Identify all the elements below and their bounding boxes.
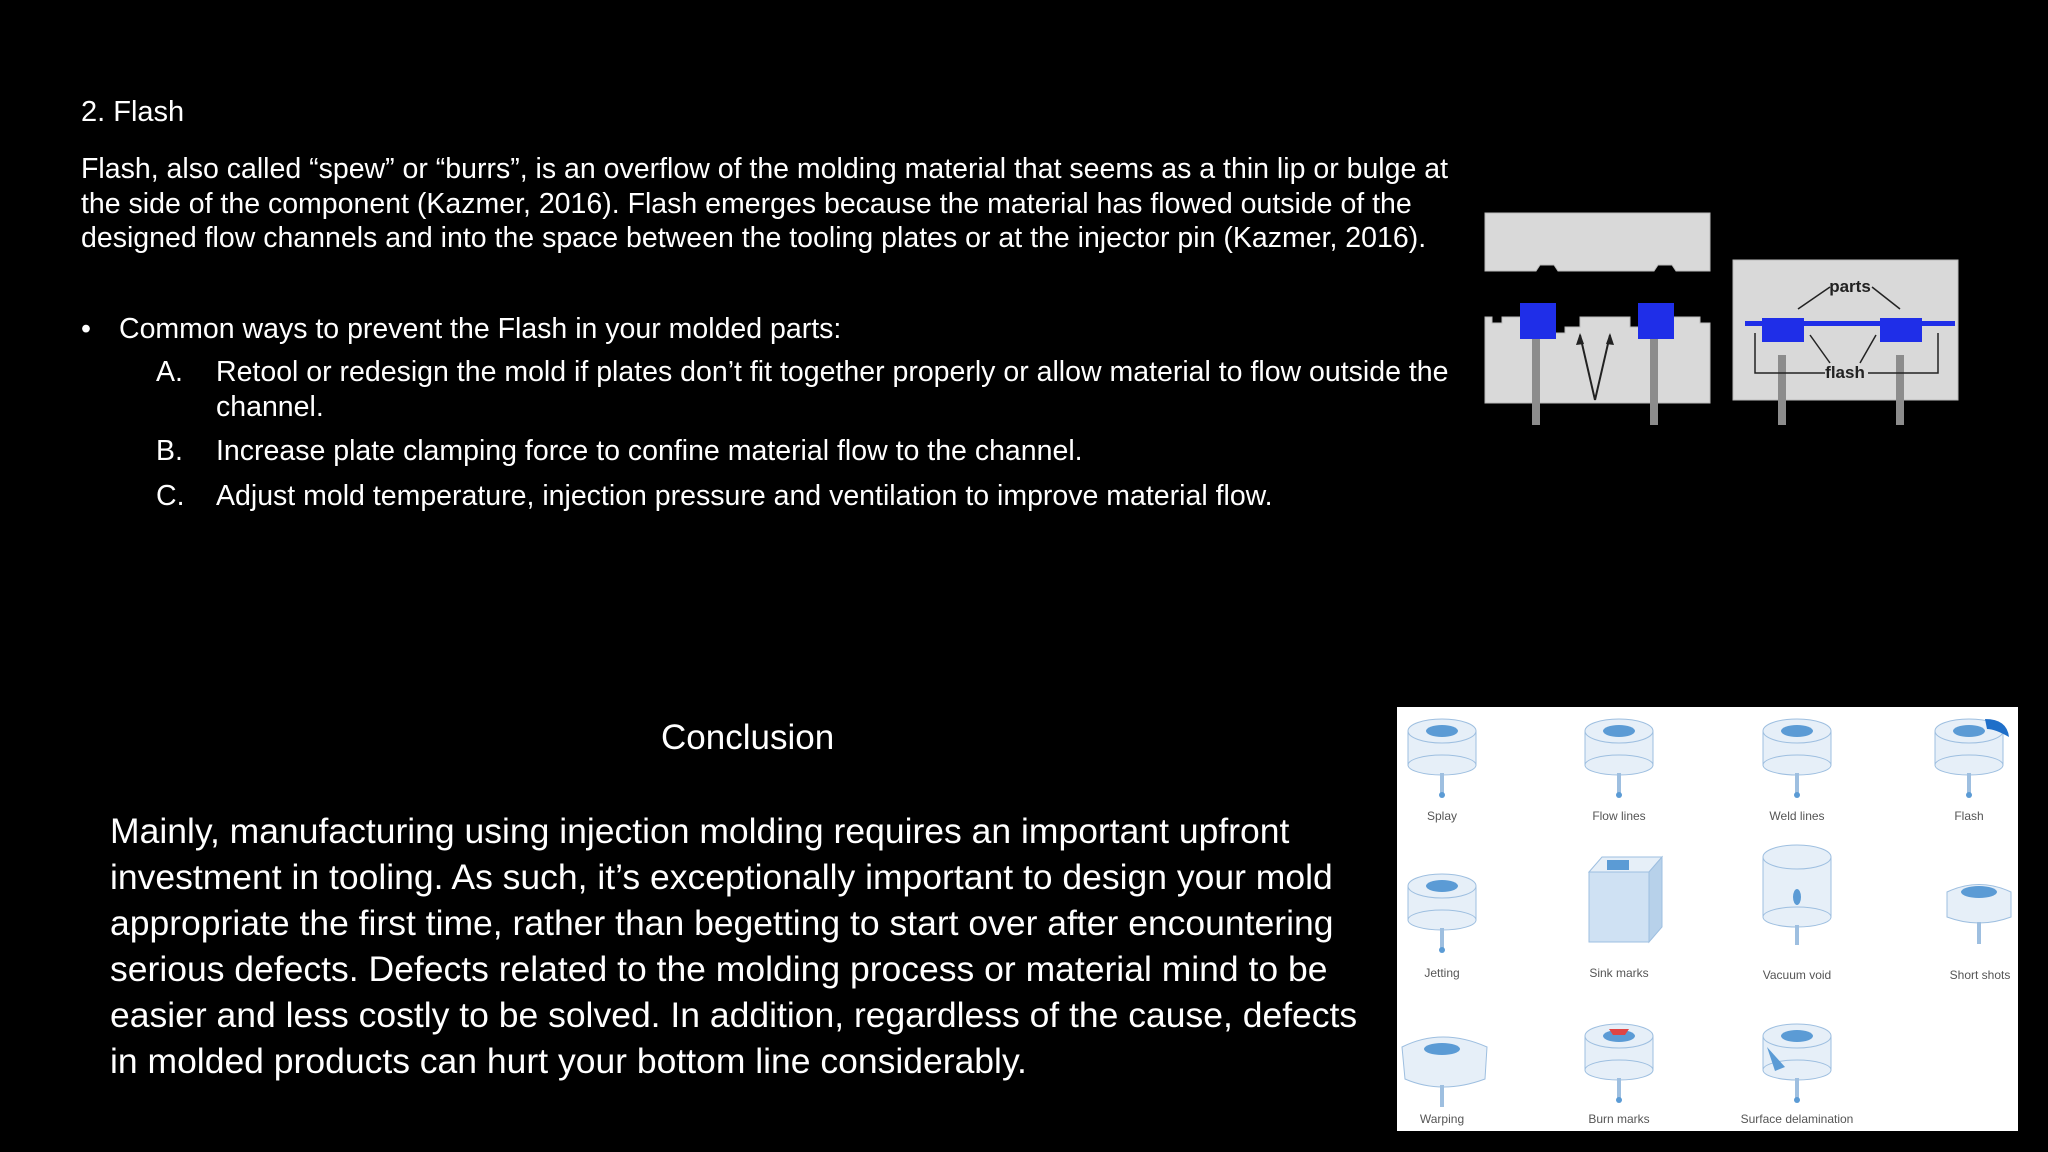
defect-label: Jetting — [1424, 966, 1460, 980]
splay-illustration — [1408, 719, 1476, 798]
conclusion-title: Conclusion — [661, 718, 835, 757]
molded-part — [1520, 303, 1556, 339]
defect-label: Flash — [1954, 809, 1984, 823]
flash-label: flash — [1825, 363, 1865, 382]
sink-marks-illustration — [1589, 857, 1662, 942]
flow-lines-illustration — [1585, 719, 1653, 798]
vacuum-void-illustration — [1763, 845, 1831, 945]
defects-illustration — [1397, 707, 2018, 1131]
list-item — [156, 479, 1476, 514]
molded-part — [1638, 303, 1674, 339]
ejector-pin — [1778, 355, 1786, 425]
bullet-text: Common ways to prevent the Flash in your molded parts: — [119, 313, 842, 345]
ejector-pin — [1896, 355, 1904, 425]
defect-label: Sink marks — [1589, 966, 1649, 980]
prevention-list — [156, 355, 1476, 523]
flash-defect-illustration — [1935, 719, 2003, 798]
defect-label: Burn marks — [1588, 1112, 1650, 1126]
weld-lines-illustration — [1763, 719, 1831, 798]
short-shots-illustration — [1947, 885, 2011, 945]
list-item — [156, 434, 1476, 469]
flash-heading: 2. Flash — [81, 96, 185, 128]
list-item — [156, 355, 1476, 424]
burn-marks-illustration — [1585, 1024, 1653, 1103]
item-letter: A. — [156, 356, 183, 388]
defect-label: Surface delamination — [1740, 1112, 1854, 1126]
defect-label: Warping — [1419, 1112, 1465, 1126]
item-text: Adjust mold temperature, injection pressure and ventilation to improve material flow. — [216, 479, 1273, 512]
flash-mold-diagram — [1480, 205, 1960, 440]
item-text: Retool or redesign the mold if plates don’t fit together properly or allow material to flow outside the channel. — [216, 356, 1449, 423]
defect-label: Splay — [1426, 809, 1458, 823]
item-text: Increase plate clamping force to confine material flow to the channel. — [216, 435, 1083, 467]
parts-label: parts — [1829, 277, 1871, 296]
ejector-pin — [1650, 333, 1658, 425]
defect-label: Flow lines — [1592, 809, 1646, 823]
mold-top-plate — [1485, 213, 1710, 271]
ejector-pin — [1532, 333, 1540, 425]
flash-lip — [1745, 321, 1955, 326]
warping-illustration — [1402, 1037, 1487, 1107]
defect-label: Weld lines — [1769, 809, 1825, 823]
jetting-illustration — [1408, 874, 1476, 953]
bullet-dot: • — [81, 313, 91, 345]
defect-label: Vacuum void — [1762, 968, 1832, 982]
defect-label: Short shots — [1949, 968, 2011, 982]
bullet-row — [81, 312, 841, 347]
item-letter: B. — [156, 435, 183, 467]
conclusion-body: Mainly, manufacturing using injection molding requires an important upfront investment in tooling. As such, it’s exceptionally important to design your mold appropriate the first time, rather than begetting to start over after encountering serious defects. Defects related to the molding process or material mind to be easier and less costly to be solved. In addition, regardless of the cause, defects in molded products can hurt your bottom line considerably. — [110, 811, 1358, 1081]
item-letter: C. — [156, 479, 185, 512]
flash-paragraph: Flash, also called “spew” or “burrs”, is an overflow of the molding material that seems as a thin lip or bulge at the side of the component (Kazmer, 2016). Flash emerges because the material has flowed outside of the designed flow channels and into the space between the tooling plates or at the injector pin (Kazmer, 2016). — [81, 153, 1449, 254]
